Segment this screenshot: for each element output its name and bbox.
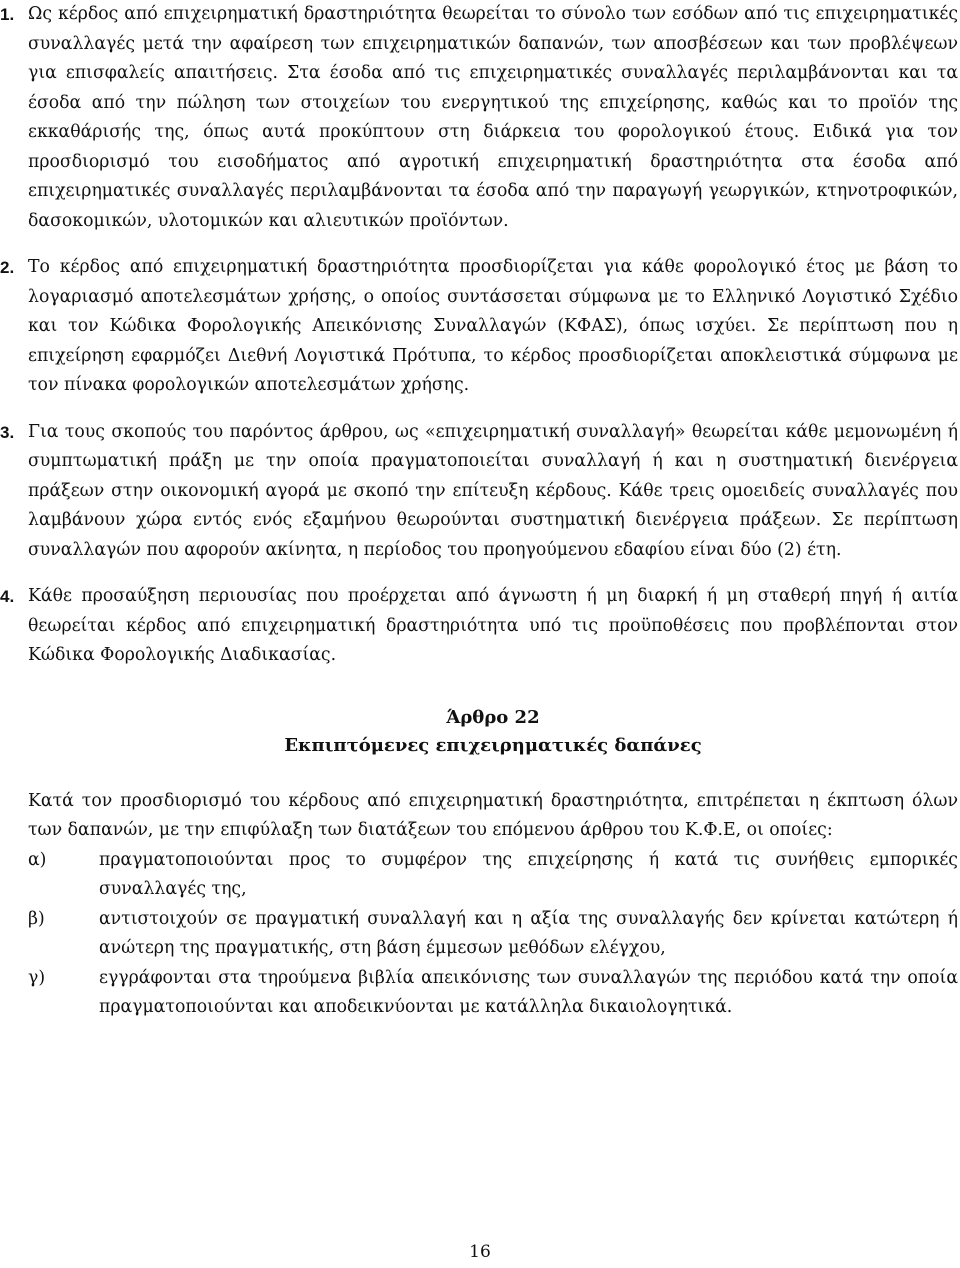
list-marker: γ) (28, 967, 46, 988)
list-item (28, 905, 958, 964)
paragraph-number: 4. (0, 587, 15, 606)
paragraph-4 (0, 582, 958, 671)
article-title: Εκπιπτόμενες επιχειρηματικές δαπάνες (284, 734, 702, 756)
list-item-text: πραγματοποιούνται προς το συμφέρον της επιχείρησης ή κατά τις συνήθεις εμπορικές συναλλαγές της, (99, 849, 958, 899)
paragraph-text: Ως κέρδος από επιχειρηματική δραστηριότητα θεωρείται το σύνολο των εσόδων από τις επιχειρηματικές συναλλαγές μετά την αφαίρεση των επιχειρηματικών δαπανών, των αποσβέσεων και των προβλέψεων για επισφαλείς απαιτήσεις. Στα έσοδα από τις επιχειρηματικές συναλλαγές περιλαμβάνονται και τα έσοδα από την πώληση των στοιχείων του ενεργητικού της επιχείρησης, καθώς και το προϊόν της εκκαθάρισής της, όπως αυτά προκύπτουν στη διάρκεια του φορολογικού έτους. Ειδικά για τον προσδιορισμό του εισοδήματος από αγροτική επιχειρηματική δραστηριότητα στα έσοδα από επιχειρηματικές συναλλαγές περιλαμβάνονται τα έσοδα από την παραγωγή γεωργικών, κτηνοτροφικών, δασοκομικών, υλοτομικών και αλιευτικών προϊόντων. (28, 4, 958, 231)
paragraph-2 (0, 253, 958, 401)
article-intro: Κατά τον προσδιορισμό του κέρδους από επιχειρηματική δραστηριότητα, επιτρέπεται η έκπτωση όλων των δαπανών, με την επιφύλαξη των διατάξεων του επόμενου άρθρου του Κ.Φ.Ε, οι οποίες: (28, 790, 958, 840)
list-item (28, 846, 958, 905)
conditions-list (28, 846, 958, 1023)
article-number: Άρθρο 22 (446, 706, 540, 728)
paragraph-text: Το κέρδος από επιχειρηματική δραστηριότητα προσδιορίζεται για κάθε φορολογικό έτος με βάση το λογαριασμό αποτελεσμάτων χρήσης, ο οποίος συντάσσεται σύμφωνα με το Ελληνικό Λογιστικό Σχέδιο και τον Κώδικα Φορολογικής Απεικόνισης Συναλλαγών (ΚΦΑΣ), όπως ισχύει. Σε περίπτωση που η επιχείρηση εφαρμόζει Διεθνή Λογιστικά Πρότυπα, το κέρδος προσδιορίζεται αποκλειστικά σύμφωνα με τον πίνακα φορολογικών αποτελεσμάτων χρήσης. (28, 257, 958, 395)
list-marker: α) (28, 849, 47, 870)
list-item-text: αντιστοιχούν σε πραγματική συναλλαγή και η αξία της συναλλαγής δεν κρίνεται κατώτερη ή ανώτερη της πραγματικής, στη βάση έμμεσων μεθόδων ελέγχου, (99, 908, 958, 958)
paragraph-number: 2. (0, 258, 15, 277)
article-heading (28, 704, 958, 760)
list-marker: β) (28, 908, 45, 929)
page-number: 16 (469, 1242, 491, 1262)
paragraph-number: 1. (0, 5, 15, 24)
list-item (28, 964, 958, 1023)
paragraph-3 (0, 418, 958, 566)
paragraph-text: Κάθε προσαύξηση περιουσίας που προέρχεται από άγνωστη ή μη διαρκή ή μη σταθερή πηγή ή αιτία θεωρείται κέρδος από επιχειρηματική δραστηριότητα υπό τις προϋποθέσεις που προβλέπονται στον Κώδικα Φορολογικής Διαδικασίας. (28, 586, 958, 665)
paragraph-text: Για τους σκοπούς του παρόντος άρθρου, ως «επιχειρηματική συναλλαγή» θεωρείται κάθε μεμονωμένη ή συμπτωματική πράξη με την οποία πραγματοποιείται συναλλαγή ή και η συστηματική διενέργεια πράξεων στην οικονομική αγορά με σκοπό την επίτευξη κέρδους. Κάθε τρεις ομοειδείς συναλλαγές που λαμβάνουν χώρα εντός ενός εξαμήνου θεωρούνται συστηματική διενέργεια πράξεων. Σε περίπτωση συναλλαγών που αφορούν ακίνητα, η περίοδος του προηγούμενου εδαφίου είναι δύο (2) έτη. (28, 421, 958, 560)
paragraph-number: 3. (0, 422, 15, 442)
list-item-text: εγγράφονται στα τηρούμενα βιβλία απεικόνισης των συναλλαγών της περιόδου κατά την οποία πραγματοποιούνται και αποδεικνύονται με κατάλληλα δικαιολογητικά. (99, 967, 958, 1017)
paragraph-1 (0, 0, 958, 236)
